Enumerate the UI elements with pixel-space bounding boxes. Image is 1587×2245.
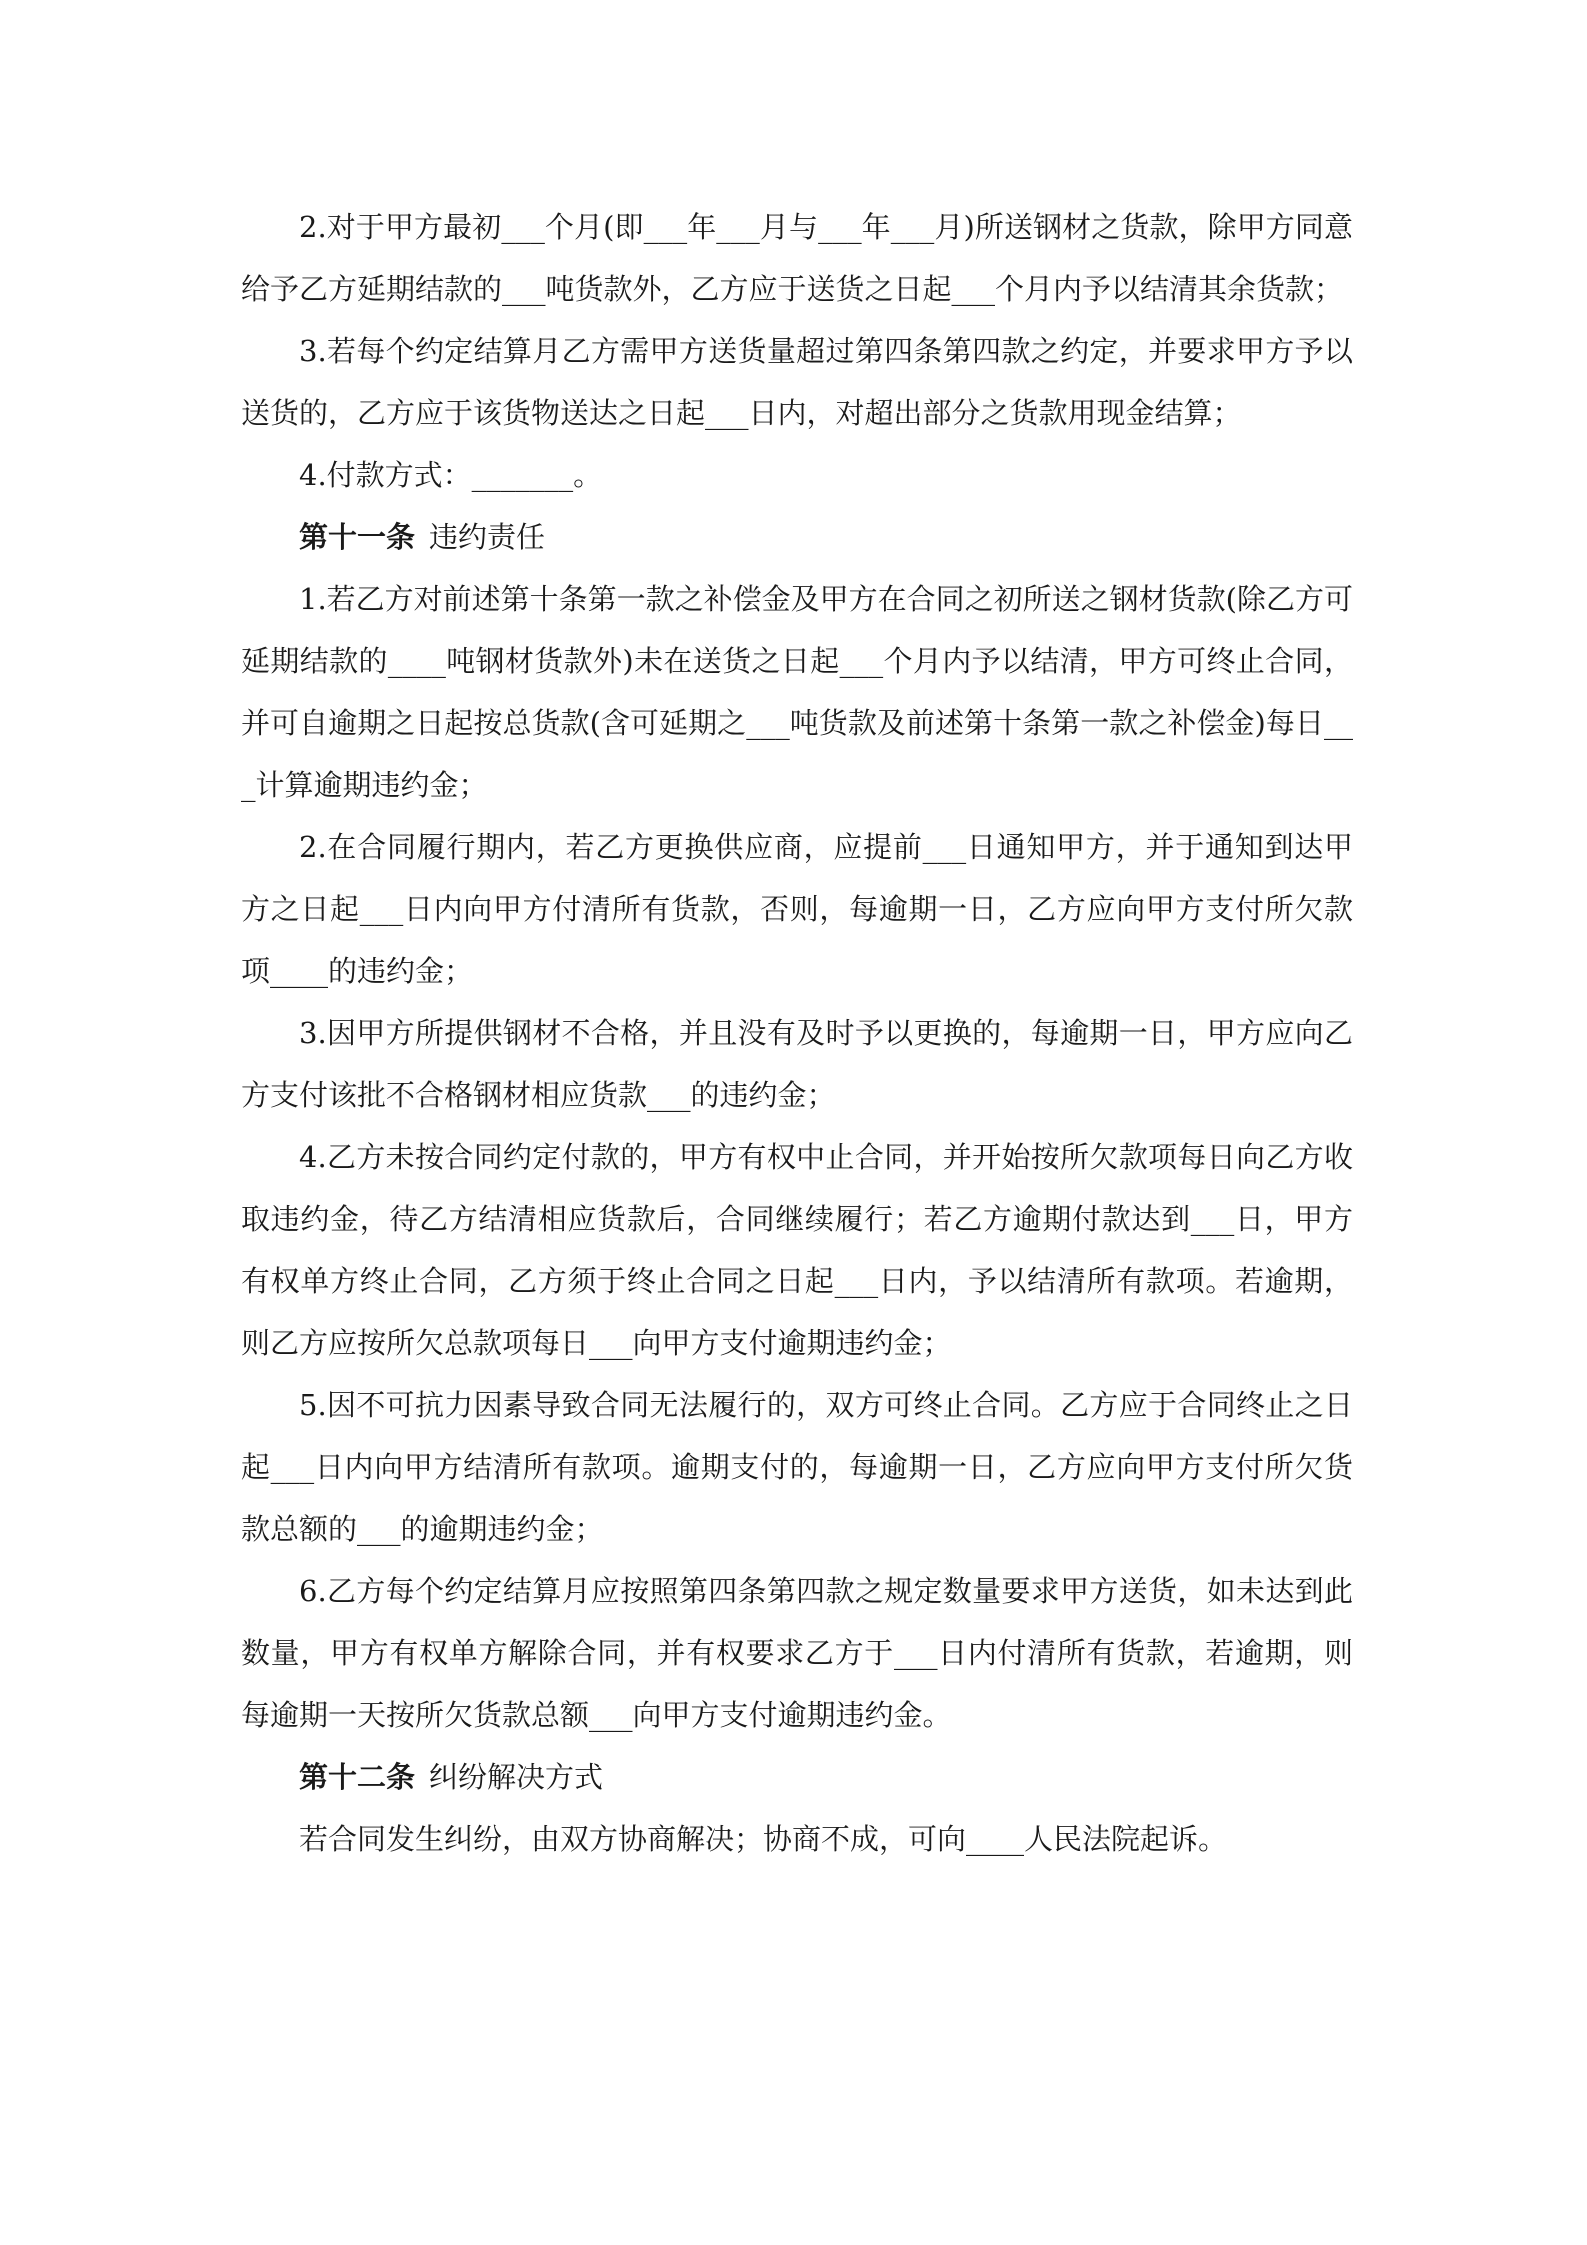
article-11-title: 违约责任: [429, 520, 546, 554]
article-11-item-3: 3.因甲方所提供钢材不合格，并且没有及时予以更换的，每逾期一日，甲方应向乙方支付该批不合格钢材相应货款___的违约金；: [241, 1016, 1353, 1112]
article-11-item-5: 5.因不可抗力因素导致合同无法履行的，双方可终止合同。乙方应于合同终止之日起___日内向甲方结清所有款项。逾期支付的，每逾期一日，乙方应向甲方支付所欠货款总额的___的逾期违约金；: [241, 1388, 1353, 1546]
article-11-item-6: 6.乙方每个约定结算月应按照第四条第四款之规定数量要求甲方送货，如未达到此数量，甲方有权单方解除合同，并有权要求乙方于___日内付清所有货款，若逾期，则每逾期一天按所欠货款总额___向甲方支付逾期违约金。: [241, 1574, 1353, 1732]
article-11-item-4: 4.乙方未按合同约定付款的，甲方有权中止合同，并开始按所欠款项每日向乙方收取违约金，待乙方结清相应货款后，合同继续履行；若乙方逾期付款达到___日，甲方有权单方终止合同，乙方须于终止合同之日起___日内，予以结清所有款项。若逾期，则乙方应按所欠总款项每日___向甲方支付逾期违约金；: [241, 1140, 1353, 1360]
article-12-title: 纠纷解决方式: [429, 1760, 604, 1794]
article-12-item-1: 若合同发生纠纷，由双方协商解决；协商不成，可向____人民法院起诉。: [299, 1822, 1228, 1856]
article-11-item-1: 1.若乙方对前述第十条第一款之补偿金及甲方在合同之初所送之钢材货款(除乙方可延期结款的____吨钢材货款外)未在送货之日起___个月内予以结清，甲方可终止合同，并可自逾期之日起按总货款(含可延期之___吨货款及前述第十条第一款之补偿金)每日___计算逾期违约金；: [241, 582, 1353, 802]
paragraph-payment-method: 4.付款方式：_______。: [299, 458, 603, 492]
article-12-heading: [241, 1746, 1353, 1808]
paragraph-payment-term-3: 3.若每个约定结算月乙方需甲方送货量超过第四条第四款之约定，并要求甲方予以送货的，乙方应于该货物送达之日起___日内，对超出部分之货款用现金结算；: [241, 334, 1353, 430]
article-11-item-2: 2.在合同履行期内，若乙方更换供应商，应提前___日通知甲方，并于通知到达甲方之日起___日内向甲方付清所有货款，否则，每逾期一日，乙方应向甲方支付所欠款项____的违约金；: [241, 830, 1353, 988]
article-12-number: 第十二条: [299, 1760, 416, 1794]
document-body: [241, 196, 1353, 1870]
article-11-heading: [241, 506, 1353, 568]
paragraph-payment-term-2: 2.对于甲方最初___个月(即___年___月与___年___月)所送钢材之货款，除甲方同意给予乙方延期结款的___吨货款外，乙方应于送货之日起___个月内予以结清其余货款；: [241, 210, 1353, 306]
article-11-number: 第十一条: [299, 520, 416, 554]
